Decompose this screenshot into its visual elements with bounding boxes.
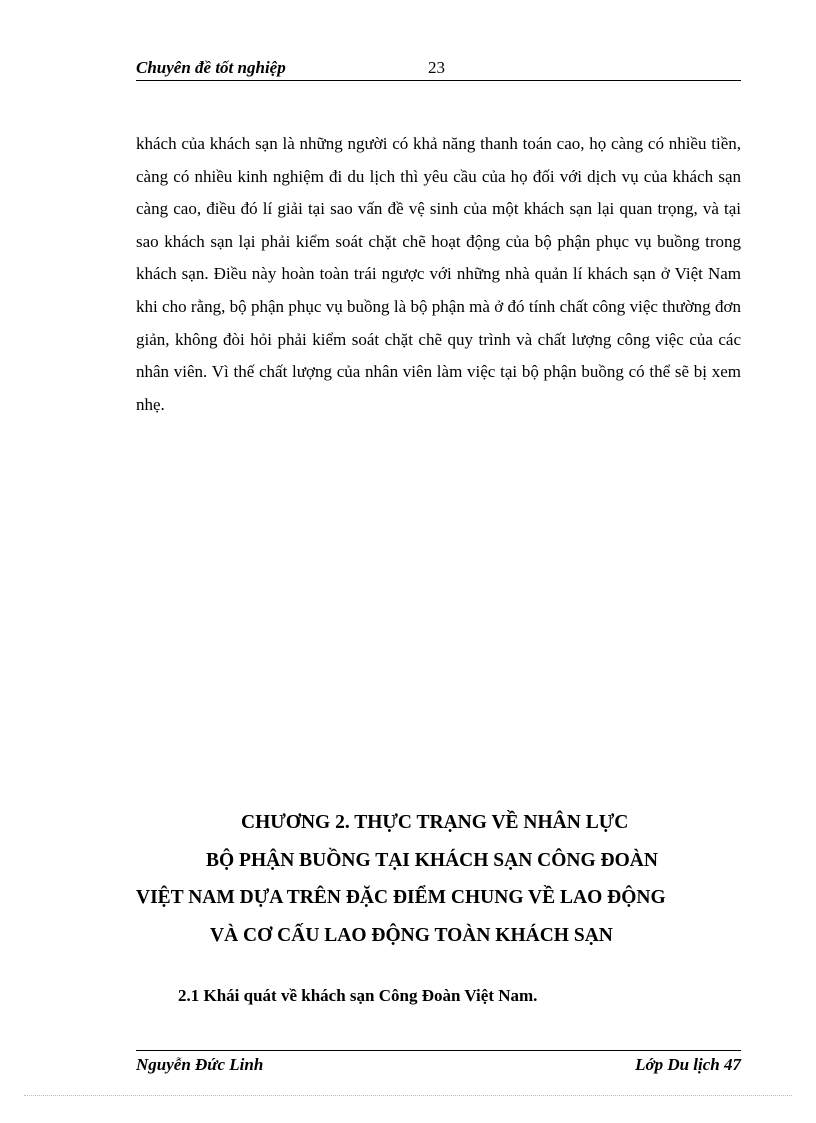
chapter-heading-line: BỘ PHẬN BUỒNG TẠI KHÁCH SẠN CÔNG ĐOÀN (206, 849, 658, 871)
page-footer (136, 1050, 741, 1077)
header-title: Chuyên đề tốt nghiệp (136, 58, 286, 77)
body-paragraph: khách của khách sạn là những người có khả năng thanh toán cao, họ càng có nhiều tiền, càng có nhiều kinh nghiệm đi du lịch thì yêu cầu của họ đối với dịch vụ của khách sạn càng cao, điều đó lí giải tại sao vấn đề vệ sinh của một khách sạn lại quan trọng, và tại sao khách sạn lại phải kiểm soát chặt chẽ hoạt động của bộ phận phục vụ buồng trong khách sạn. Điều này hoàn toàn trái ngược với những nhà quản lí khách sạn ở Việt Nam khi cho rằng, bộ phận phục vụ buồng là bộ phận mà ở đó tính chất công việc thường đơn giản, không đòi hỏi phải kiểm soát chặt chẽ quy trình và chất lượng công việc của các nhân viên. Vì thế chất lượng của nhân viên làm việc tại bộ phận buồng có thể sẽ bị xem nhẹ. (136, 134, 741, 414)
chapter-heading (110, 804, 770, 954)
page-header (136, 58, 741, 81)
chapter-heading-line: CHƯƠNG 2. THỰC TRẠNG VỀ NHÂN LỰC (241, 812, 629, 833)
page-number: 23 (428, 58, 445, 77)
chapter-heading-line: VÀ CƠ CẤU LAO ĐỘNG TOÀN KHÁCH SẠN (210, 924, 613, 946)
section-heading: 2.1 Khái quát về khách sạn Công Đoàn Việt Nam. (178, 986, 538, 1005)
page-edge-divider (24, 1095, 792, 1096)
chapter-heading-line: VIỆT NAM DỰA TRÊN ĐẶC ĐIỂM CHUNG VỀ LAO ĐỘNG (136, 887, 666, 908)
footer-author: Nguyễn Đức Linh (136, 1055, 264, 1074)
body-paragraph-block (136, 128, 741, 421)
footer-class: Lớp Du lịch 47 (635, 1055, 741, 1074)
